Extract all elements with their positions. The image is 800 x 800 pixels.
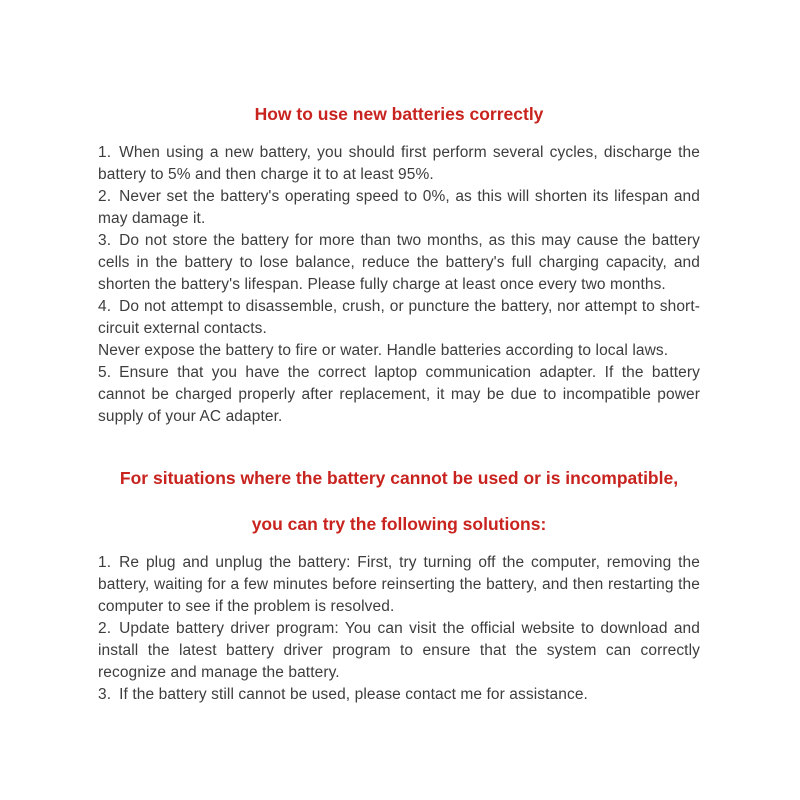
item-number: 1. [98,144,112,161]
item-number: 5. [98,364,112,381]
instruction-note [98,340,700,362]
instruction-item-4 [98,296,700,340]
solution-item-1 [98,552,700,618]
instruction-item-5 [98,362,700,428]
item-text: When using a new battery, you should first perform several cycles, discharge the battery to 5% and then charge it to at least 95%. [98,144,700,183]
section2-title-line1: For situations where the battery cannot be used or is incompatible, [119,468,679,488]
item-number: 2. [98,620,112,637]
item-text: Never expose the battery to fire or water. Handle batteries according to local laws. [98,342,669,359]
instruction-item-2 [98,186,700,230]
item-text: Re plug and unplug the battery: First, try turning off the computer, removing the battery, waiting for a few minutes before reinserting the battery, and then restarting the computer to see if the problem is resolved. [98,554,700,615]
section2-title-line2: you can try the following solutions: [251,514,547,534]
item-text: If the battery still cannot be used, please contact me for assistance. [119,686,588,703]
item-number: 3. [98,686,112,703]
solution-item-3 [98,684,700,706]
item-text: Do not store the battery for more than two months, as this may cause the battery cells in the battery to lose balance, reduce the battery's full charging capacity, and shorten the battery's lifespan. Please fully charge at least once every two months. [98,232,700,293]
section1-title: How to use new batteries correctly [254,104,544,124]
item-text: Do not attempt to disassemble, crush, or puncture the battery, nor attempt to short-circuit external contacts. [98,298,700,337]
instruction-item-3 [98,230,700,296]
item-number: 4. [98,298,112,315]
item-number: 2. [98,188,112,205]
item-text: Never set the battery's operating speed to 0%, as this will shorten its lifespan and may damage it. [98,188,700,227]
item-number: 1. [98,554,112,571]
item-number: 3. [98,232,112,249]
instruction-item-1 [98,142,700,186]
solution-item-2 [98,618,700,684]
item-text: Update battery driver program: You can visit the official website to download and install the latest battery driver program to ensure that the system can correctly recognize and manage the battery. [98,620,700,681]
item-text: Ensure that you have the correct laptop communication adapter. If the battery cannot be charged properly after replacement, it may be due to incompatible power supply of your AC adapter. [98,364,700,425]
